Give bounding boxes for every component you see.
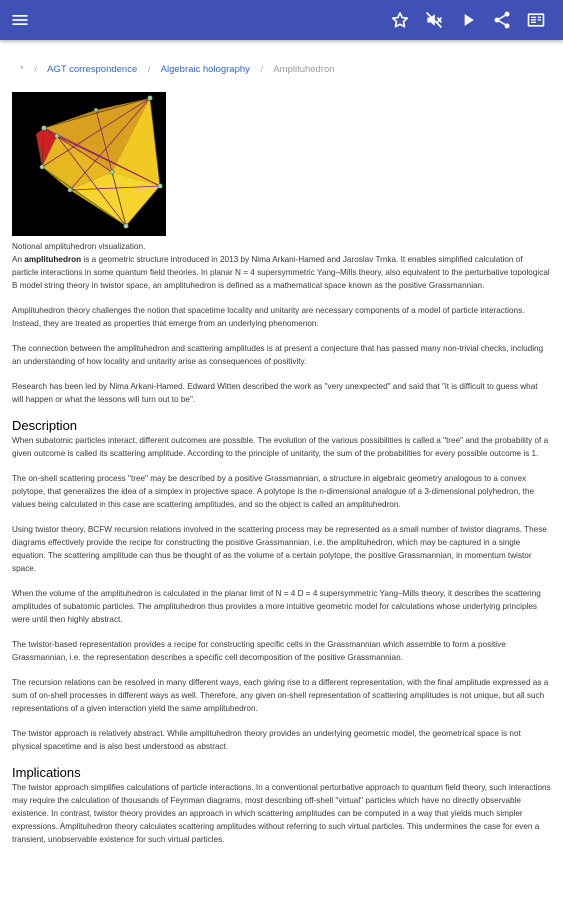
volume-off-icon[interactable] — [422, 8, 446, 32]
breadcrumb-link-algebraic-holography[interactable]: Algebraic holography — [160, 64, 250, 75]
share-icon[interactable] — [490, 8, 514, 32]
reader-icon[interactable] — [524, 8, 548, 32]
term-amplituhedron: amplituhedron — [24, 255, 82, 264]
description-paragraph: Using twistor theory, BCFW recursion relations involved in the scattering process may be represented as a small number of twistor diagrams. These diagrams effectively provide the recipe for constructing the positive Grassmannian, i.e. the amplituhedron, which may be captured in a single equation. The scattering amplitude can thus be thought of as the volume of a certain polytope, the positive Grassmannian, in momentum twistor space. — [12, 525, 547, 573]
description-paragraph: When the volume of the amplituhedron is calculated in the planar limit of N = 4 D = 4 supersymmetric Yang–Mills theory, it describes the scattering amplitudes of subatomic particles. The amplituhedron thus provides a more intuitive geometric model for calculations whose underlying principles were until then highly abstract. — [12, 589, 541, 624]
play-icon[interactable] — [456, 8, 480, 32]
description-paragraph: The on-shell scattering process "tree" may be described by a positive Grassmannian, a structure in algebraic geometry analogous to a convex polytope, that generalizes the idea of a simplex in projective space. A polytope is the n-dimensional analogue of a 3-dimensional polyhedron, the values being calculated in this case are scattering amplitudes, and so the object is called an amplituhedron. — [12, 474, 535, 509]
breadcrumb-root[interactable]: * — [20, 64, 24, 75]
figure-caption: Notional amplituhedron visualization. — [12, 242, 146, 251]
description-paragraph: When subatomic particles interact, different outcomes are possible. The evolution of the various possibilities is called a "tree" and the probability of a given outcome is called its scattering amplitude. According to the principle of unitarity, the sum of the probabilities for every possible outcome is 1. — [12, 436, 549, 458]
amplituhedron-image[interactable] — [12, 92, 166, 236]
star-icon[interactable] — [388, 8, 412, 32]
breadcrumb-current: Amplituhedron — [273, 64, 335, 75]
intro-paragraph: An amplituhedron is a geometric structure introduced in 2013 by Nima Arkani-Hamed and Jaroslav Trnka. It enables simplified calculation of particle interactions in some quantum field theories. In planar N = 4 supersymmetric Yang–Mills theory, also equivalent to the perturbative topological B model string theory in twistor space, an amplituhedron is defined as a mathematical space known as the positive Grassmannian. — [12, 255, 550, 290]
menu-icon[interactable] — [8, 8, 32, 32]
breadcrumb: * / AGT correspondence / Algebraic holography / Amplituhedron — [20, 64, 335, 75]
intro-paragraph: Amplituhedron theory challenges the notion that spacetime locality and unitarity are necessary components of a model of particle interactions. Instead, they are treated as properties that emerge from an underlying phenomenon. — [12, 306, 525, 328]
section-heading-implications: Implications — [12, 765, 81, 780]
breadcrumb-link-agt-correspondence[interactable]: AGT correspondence — [47, 64, 138, 75]
description-paragraph: The twistor approach is relatively abstract. While amplituhedron theory provides an underlying geometric model, the geometrical space is not physical spacetime and is also best understood as abstract. — [12, 729, 521, 751]
polyhedron-illustration — [12, 92, 166, 236]
article-body — [12, 240, 551, 858]
description-paragraph: The twistor-based representation provides a recipe for constructing specific cells in the Grassmannian which assemble to form a positive Grassmannian, i.e. the representation describes a specific cell decomposition of the positive Grassmannian. — [12, 640, 506, 662]
description-paragraph: The recursion relations can be resolved in many different ways, each giving rise to a different representation, with the final amplitude expressed as a sum of on-shell processes in different ways as well. Therefore, any given on-shell representation of scattering amplitudes is not unique, but all such representations of a given interaction yield the same amplituhedron. — [12, 678, 549, 713]
article-content — [12, 40, 551, 900]
implications-paragraph: The twistor approach simplifies calculations of particle interactions. In a conventional perturbative approach to quantum field theory, such interactions may require the calculation of thousands of Feynman diagrams, most describing off-shell "virtual" particles which have no directly observable existence. In contrast, twistor theory provides an approach in which scattering amplitudes can be computed in a way that yields much simpler expressions. Amplituhedron theory calculates scattering amplitudes without referring to such virtual particles. This undermines the case for even a transient, unobservable existence for such virtual particles. — [12, 783, 551, 844]
intro-paragraph: The connection between the amplituhedron and scattering amplitudes is at present a conjecture that has passed many non-trivial checks, including an understanding of how locality and unitarity arise as consequences of positivity. — [12, 344, 544, 366]
section-heading-description: Description — [12, 418, 78, 433]
intro-paragraph: Research has been led by Nima Arkani-Hamed. Edward Witten described the work as "very unexpected" and said that "it is difficult to guess what will happen or what the lessons will turn out to be". — [12, 382, 538, 404]
app-bar — [0, 0, 563, 40]
